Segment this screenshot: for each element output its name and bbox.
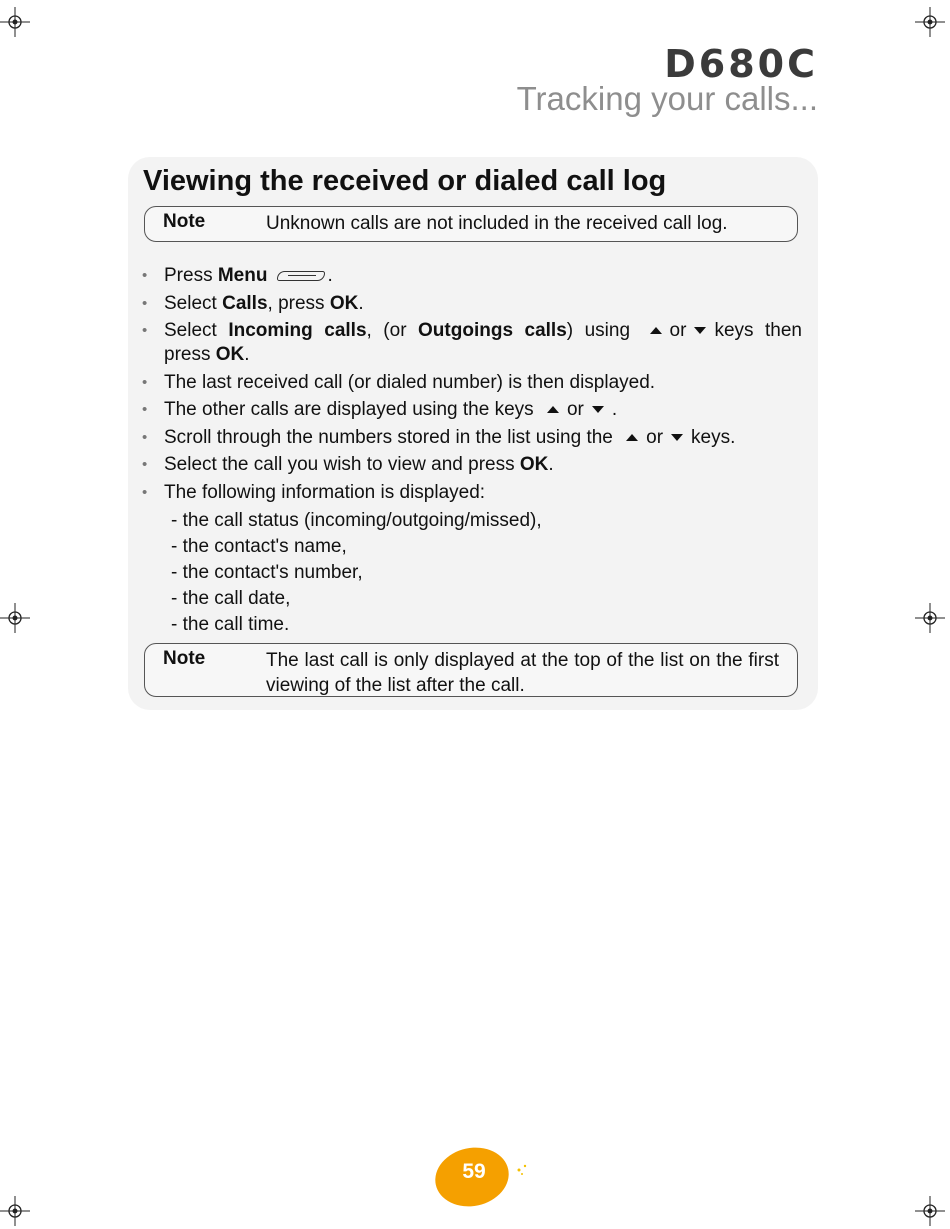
- info-item: - the contact's name,: [171, 536, 347, 557]
- down-arrow-key-icon: [671, 434, 683, 441]
- page-heading: Viewing the received or dialed call log: [143, 165, 667, 197]
- registration-mark-icon: [0, 7, 30, 37]
- registration-mark-icon: [0, 603, 30, 633]
- list-item: • Press Menu .: [142, 265, 333, 286]
- note-box: [144, 643, 798, 697]
- list-item: • Select Calls, press OK.: [142, 292, 364, 314]
- page-number: 59: [462, 1160, 486, 1183]
- registration-mark-icon: [915, 603, 945, 633]
- down-arrow-key-icon: [592, 406, 604, 413]
- instruction-list: [142, 264, 802, 508]
- section-title: Tracking your calls...: [516, 80, 818, 117]
- up-arrow-key-icon: [650, 327, 662, 334]
- menu-softkey-icon: [277, 271, 325, 281]
- info-item: - the call time.: [171, 614, 290, 635]
- info-item: - the call date,: [171, 588, 291, 609]
- note-label: Note: [163, 648, 206, 669]
- up-arrow-key-icon: [547, 406, 559, 413]
- registration-mark-icon: [0, 1196, 30, 1226]
- note-box: [144, 206, 798, 242]
- list-item: • Scroll through the numbers stored in the list using the or keys.: [142, 426, 736, 448]
- list-item: • Select the call you wish to view and press OK.: [142, 454, 554, 475]
- registration-mark-icon: [915, 7, 945, 37]
- list-item: • Select Incoming calls, (or Outgoings calls) using or keys then press OK.: [142, 320, 803, 365]
- up-arrow-key-icon: [626, 434, 638, 441]
- list-item: • The following information is displayed:: [142, 481, 486, 503]
- registration-mark-icon: [915, 1196, 945, 1226]
- model-name: D680C: [664, 42, 818, 86]
- list-item: • The other calls are displayed using the keys or .: [142, 399, 618, 420]
- down-arrow-key-icon: [694, 327, 706, 334]
- note-text: The last call is only displayed at the top of the list on the first viewing of the list after the call.: [266, 650, 779, 696]
- note-label: Note: [163, 211, 206, 232]
- note-text: Unknown calls are not included in the received call log.: [266, 213, 728, 234]
- info-item: - the call status (incoming/outgoing/missed),: [171, 510, 542, 531]
- info-item: - the contact's number,: [171, 562, 363, 583]
- list-item: • The last received call (or dialed number) is then displayed.: [142, 371, 656, 393]
